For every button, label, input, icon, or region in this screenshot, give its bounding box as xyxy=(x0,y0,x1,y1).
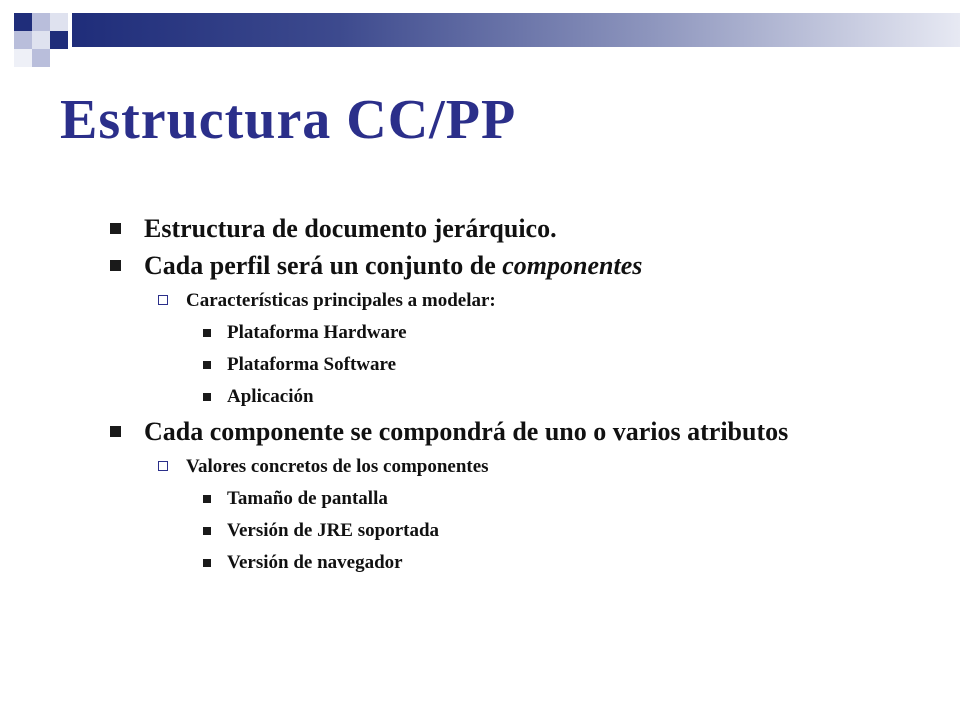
bullet-text: Cada perfil será un conjunto de xyxy=(144,251,503,280)
small-square-bullet-icon xyxy=(203,495,211,503)
bullet-item xyxy=(106,210,956,247)
small-square-bullet-icon xyxy=(203,361,211,369)
decor-square xyxy=(32,13,50,31)
bullet-text: Plataforma Hardware xyxy=(227,322,407,343)
header-gradient-bar xyxy=(72,13,960,47)
sub-sub-bullet-item xyxy=(106,547,956,579)
bullet-text: Valores concretos de los componentes xyxy=(186,456,489,477)
bullet-text: Cada componente se compondrá de uno o varios atributos xyxy=(144,417,789,446)
decor-square xyxy=(50,31,68,49)
square-bullet-icon xyxy=(110,426,121,437)
sub-sub-bullet-item xyxy=(106,515,956,547)
decor-square xyxy=(14,13,32,31)
bullet-text: Plataforma Software xyxy=(227,354,397,375)
bullet-list xyxy=(106,210,956,579)
decor-square xyxy=(14,31,32,49)
square-bullet-icon xyxy=(110,260,121,271)
bullet-text: Tamaño de pantalla xyxy=(227,488,388,509)
small-square-bullet-icon xyxy=(203,559,211,567)
small-square-bullet-icon xyxy=(203,527,211,535)
hollow-square-bullet-icon xyxy=(158,461,168,471)
bullet-text: Versión de JRE soportada xyxy=(227,520,440,541)
slide-title: Estructura CC/PP xyxy=(60,89,517,151)
decor-square xyxy=(32,49,50,67)
bullet-text: Características principales a modelar: xyxy=(186,290,496,311)
sub-bullet-item xyxy=(106,284,956,317)
decor-square xyxy=(50,13,68,31)
bullet-text: Estructura de documento jerárquico. xyxy=(144,214,557,243)
bullet-item xyxy=(106,247,956,284)
square-bullet-icon xyxy=(110,223,121,234)
decor-square xyxy=(14,49,32,67)
bullet-text: Aplicación xyxy=(227,386,314,407)
small-square-bullet-icon xyxy=(203,393,211,401)
decor-square xyxy=(32,31,50,49)
sub-sub-bullet-item xyxy=(106,349,956,381)
small-square-bullet-icon xyxy=(203,329,211,337)
bullet-emphasis: componentes xyxy=(502,251,643,280)
bullet-item xyxy=(106,413,956,450)
sub-bullet-item xyxy=(106,450,956,483)
sub-sub-bullet-item xyxy=(106,483,956,515)
bullet-text: Versión de navegador xyxy=(227,552,403,573)
sub-sub-bullet-item xyxy=(106,317,956,349)
hollow-square-bullet-icon xyxy=(158,295,168,305)
sub-sub-bullet-item xyxy=(106,381,956,413)
